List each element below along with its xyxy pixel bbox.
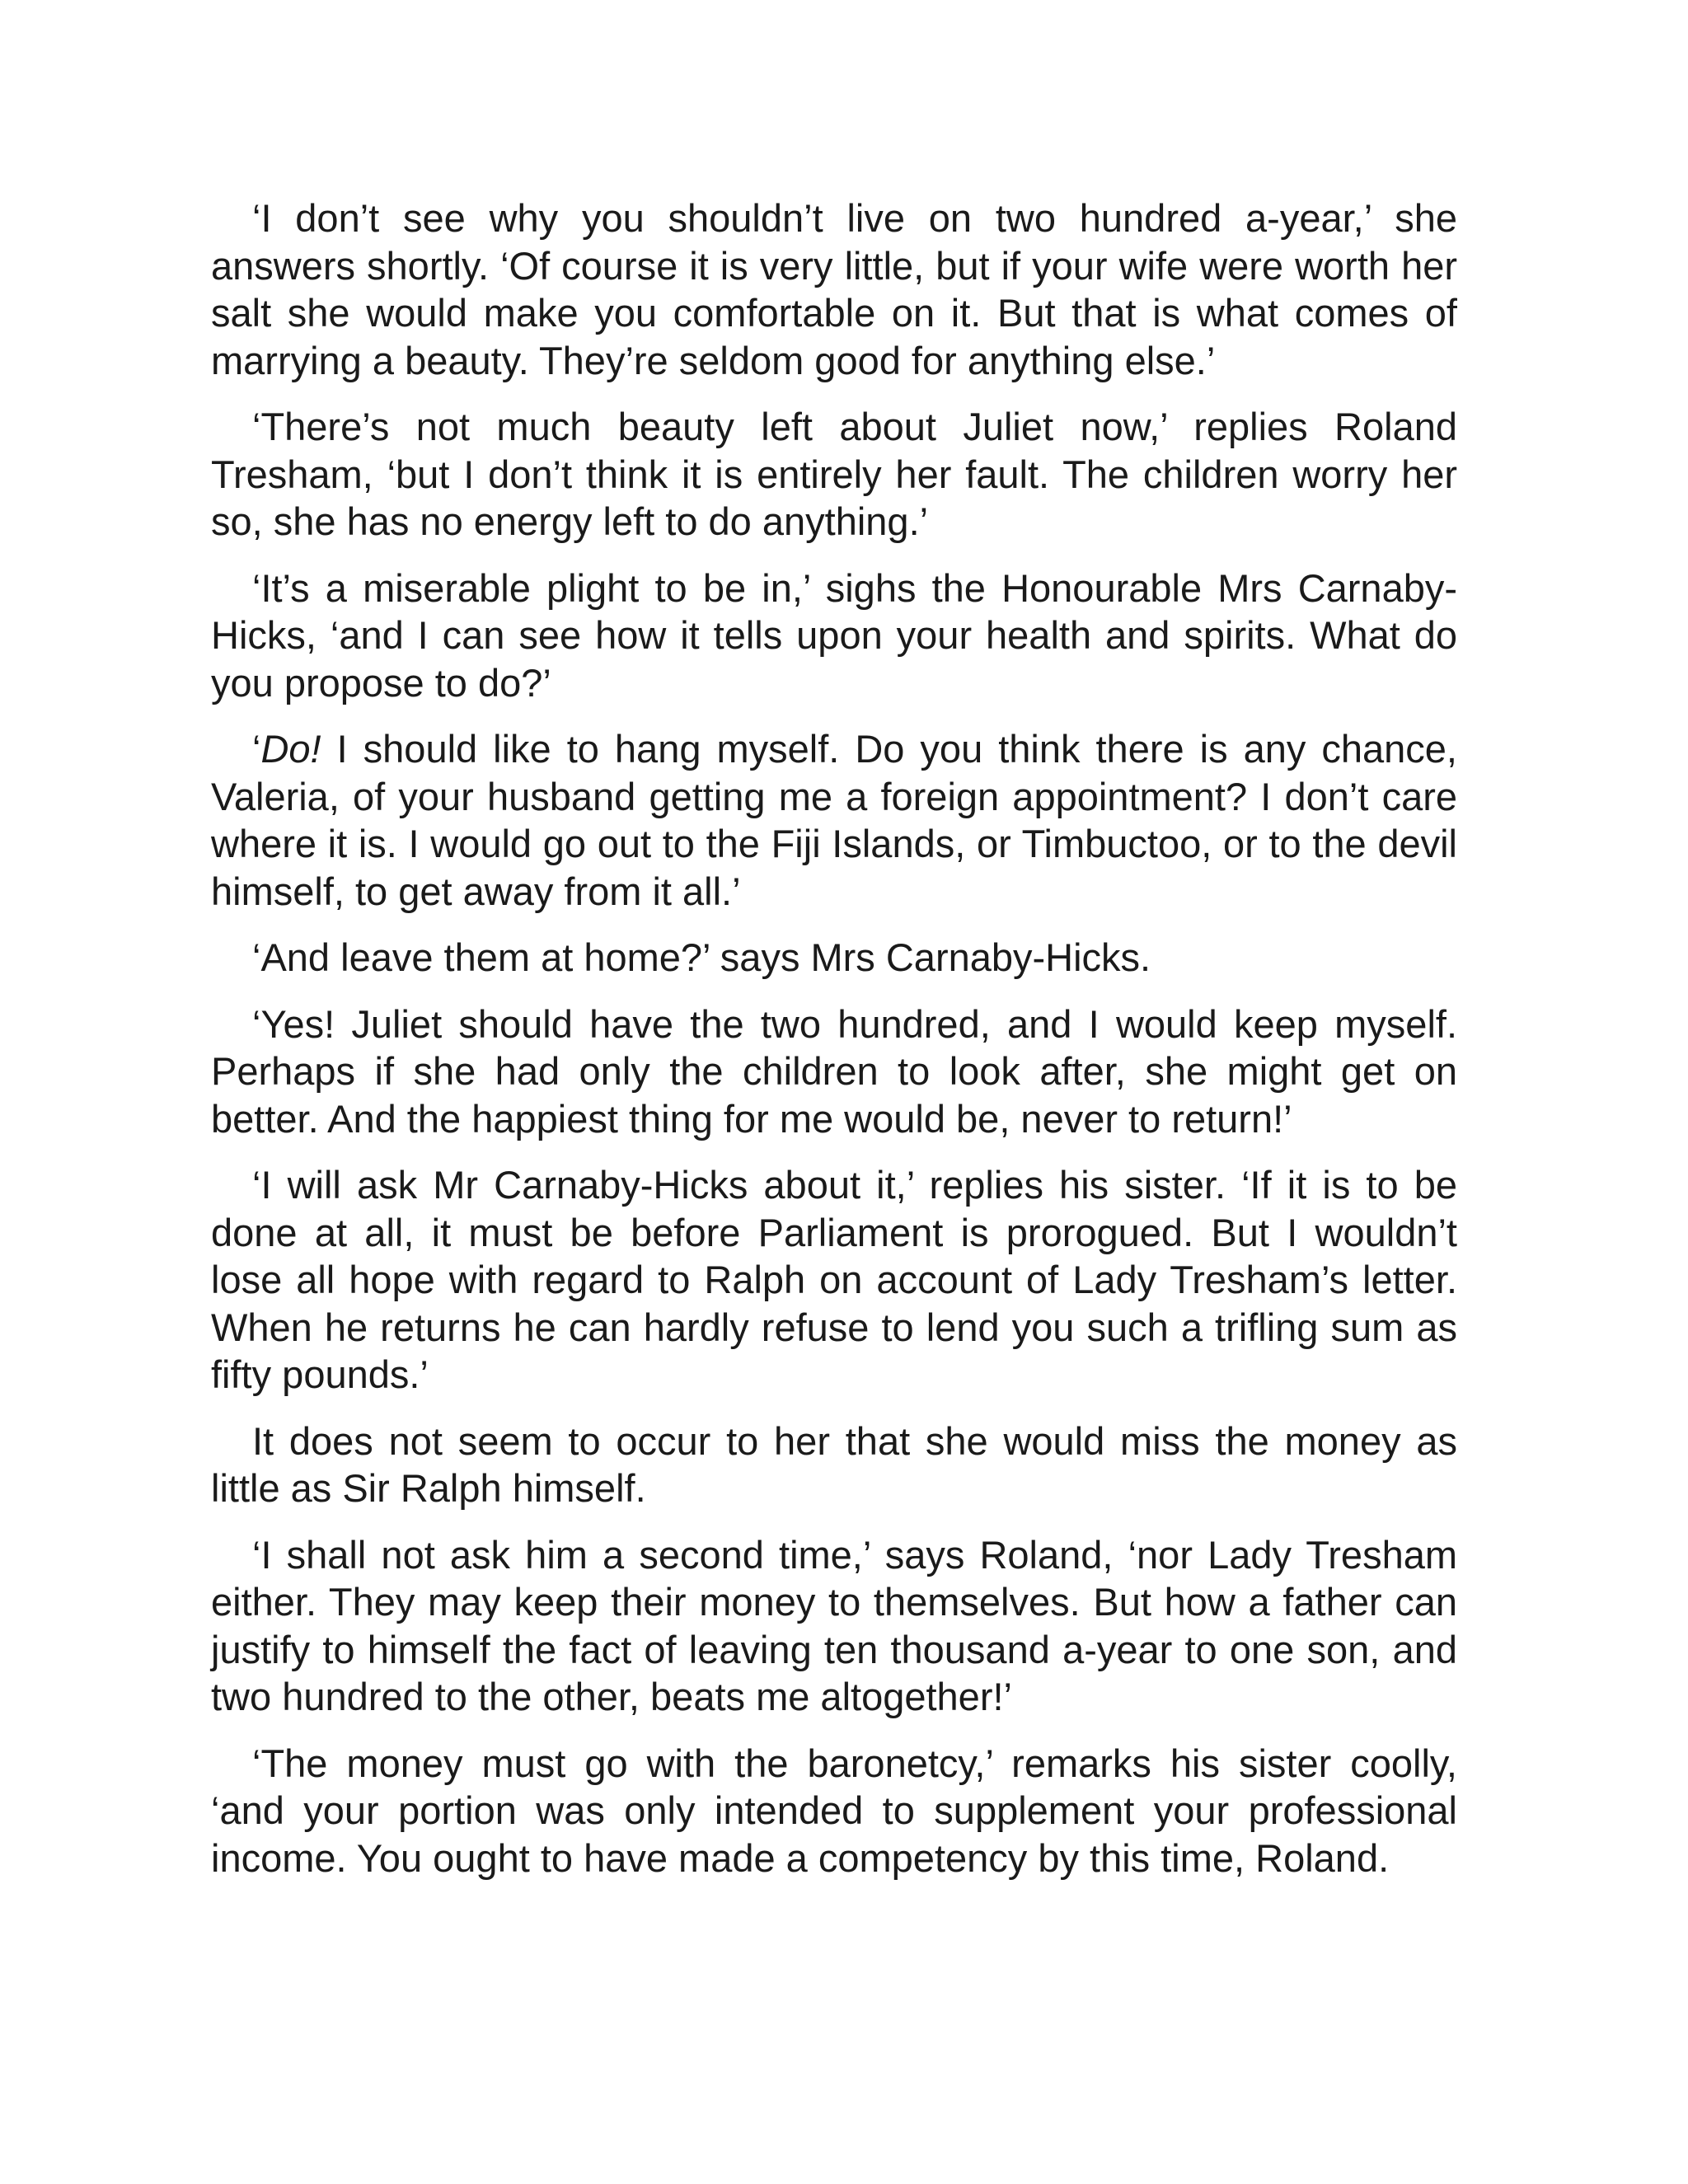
paragraph: ‘I will ask Mr Carnaby-Hicks about it,’ replies his sister. ‘If it is to be done at all, it must be before Parliament is prorogued. But I wouldn’t lose all hope with regard to Ralph on account of Lady Tresham’s letter. When he returns he can hardly refuse to lend you such a trifling sum as fifty pounds.’ <box>211 1163 1457 1396</box>
paragraph <box>211 725 1457 915</box>
paragraph: It does not seem to occur to her that she would miss the money as little as Sir Ralph himself. <box>211 1418 1457 1510</box>
paragraph-opening-quote: ‘ <box>252 727 261 771</box>
paragraph: ‘Yes! Juliet should have the two hundred, and I would keep myself. Perhaps if she had only the children to look after, she might get on better. And the happiest thing for me would be, never to return!’ <box>211 1001 1457 1141</box>
paragraph-text: I should like to hang myself. Do you think there is any chance, Valeria, of your husband getting me a foreign appointment? I don’t care where it is. I would go out to the Fiji Islands, or Timbuctoo, or to the devil himself, to get away from it all.’ <box>211 727 1457 913</box>
paragraph: ‘I shall not ask him a second time,’ says Roland, ‘nor Lady Tresham either. They may keep their money to themselves. But how a father can justify to himself the fact of leaving ten thousand a-year to one son, and two hundred to the other, beats me altogether!’ <box>211 1532 1457 1718</box>
paragraph: ‘It’s a miserable plight to be in,’ sighs the Honourable Mrs Carnaby-Hicks, ‘and I can see how it tells upon your health and spirits. What do you propose to do?’ <box>211 565 1457 705</box>
paragraph: ‘There’s not much beauty left about Juliet now,’ replies Roland Tresham, ‘but I don’t think it is entirely her fault. The children worry her so, she has no energy left to do anything.’ <box>211 405 1457 543</box>
paragraph: ‘And leave them at home?’ says Mrs Carnaby-Hicks. <box>252 935 1151 979</box>
paragraph: ‘The money must go with the baronetcy,’ remarks his sister coolly, ‘and your portion was only intended to supplement your professional income. You ought to have made a competency by this time, Roland. <box>211 1741 1457 1880</box>
paragraph-emphasis: Do! <box>260 727 321 771</box>
book-page <box>211 194 1457 1900</box>
paragraph: ‘I don’t see why you shouldn’t live on two hundred a-year,’ she answers shortly. ‘Of course it is very little, but if your wife were worth her salt she would make you comfortable on it. But that is what comes of marrying a beauty. They’re seldom good for anything else.’ <box>211 196 1457 382</box>
